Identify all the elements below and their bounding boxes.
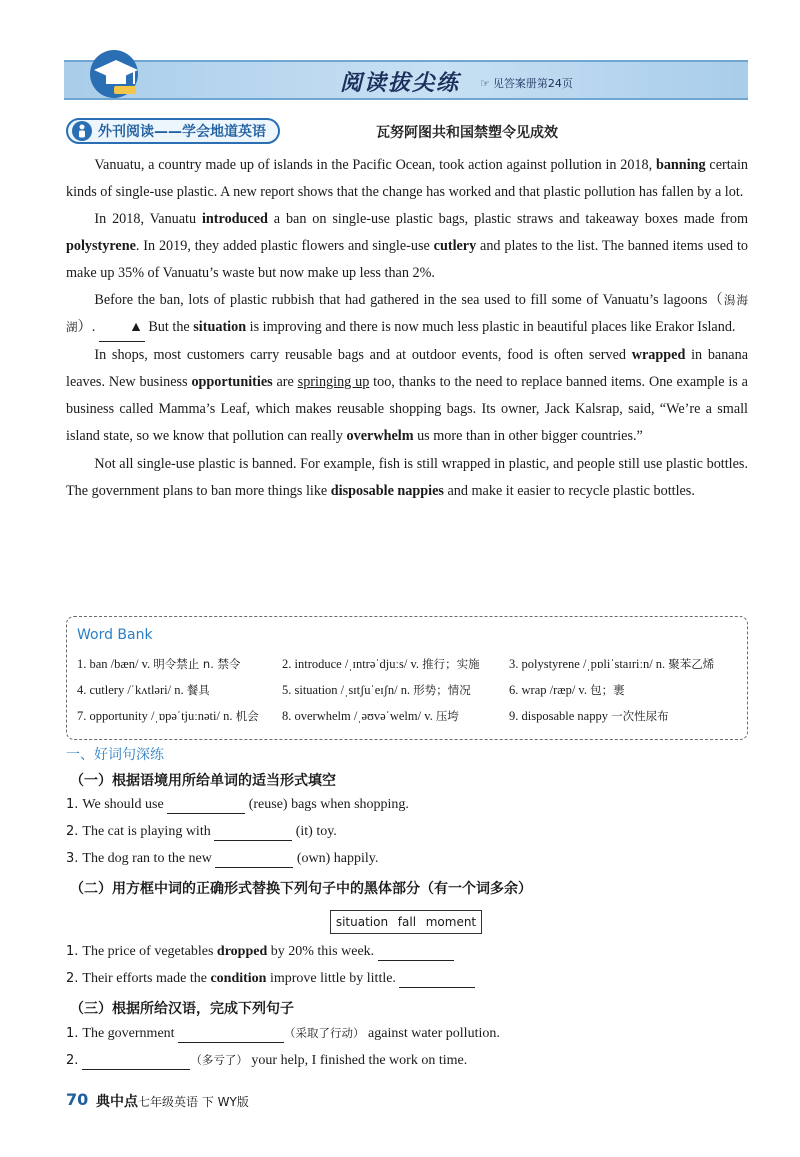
keyword: opportunities <box>191 374 273 390</box>
question: 1. We should use (reuse) bags when shopping. <box>66 797 409 812</box>
answer-blank[interactable] <box>82 1053 190 1070</box>
answer-blank[interactable] <box>399 971 475 988</box>
word-bank-item: 7. opportunity /ˌɒpəˈtjuːnəti/ n. 机会 <box>77 709 259 723</box>
section-label-text: 外刊阅读——学会地道英语 <box>98 124 266 140</box>
word-box <box>330 910 482 934</box>
triangle-marker-icon: ▲ <box>128 319 144 335</box>
paragraph-3: Before the ban, lots of plastic rubbish that had gathered in the sea used to fill some of Vanuatu’s lagoons（潟海湖）. ▲ But the situation is improving and there is now much less plastic in beautiful places like Erakor Island. <box>66 287 748 342</box>
answer-ref-text: 见答案册第24页 <box>492 77 573 90</box>
word-bank-item: 9. disposable nappy 一次性尿布 <box>509 709 669 723</box>
question: 1. The government （采取了行动） against water pollution. <box>66 1026 500 1041</box>
brand-logo: 典中点 <box>96 1094 138 1110</box>
question: 3. The dog ran to the new (own) happily. <box>66 851 379 866</box>
question: 2. The cat is playing with (it) toy. <box>66 824 337 839</box>
box-word: fall <box>397 915 417 929</box>
word-bank-item: 4. cutlery /ˈkʌtləri/ n. 餐具 <box>77 683 210 697</box>
keyword: situation <box>193 319 247 335</box>
paragraph-5: Not all single-use plastic is banned. For example, fish is still wrapped in plastic, and people still use plastic bottles. The government plans to ban more things like disposable nappies and make it easier to recycle plastic bottles. <box>66 456 748 499</box>
keyword: banning <box>655 157 706 173</box>
graduation-cap-icon <box>86 48 146 100</box>
question: 1. The price of vegetables dropped by 20% this week. <box>66 944 454 961</box>
word-bank-grid <box>77 655 741 725</box>
banner-title: 阅读拔尖练 <box>340 71 461 96</box>
part1-heading: （一）根据语境用所给单词的适当形式填空 <box>70 773 336 789</box>
answer-blank[interactable] <box>167 797 245 814</box>
question: 2. Their efforts made the condition improve little by little. <box>66 971 475 988</box>
article-body <box>66 152 748 505</box>
answer-blank[interactable] <box>99 314 145 342</box>
paragraph-1: Vanuatu, a country made up of islands in the Pacific Ocean, took action against pollution in 2018, banning certain kinds of single-use plastic. A new report shows that the change has worked and that plastic pollution has fallen by a lot. <box>66 157 748 200</box>
answer-blank[interactable] <box>214 824 292 841</box>
word-bank-item: 6. wrap /ræp/ v. 包；裹 <box>509 683 625 697</box>
paragraph-4: In shops, most customers carry reusable bags and at outdoor events, food is often served wrapped in banana leaves. New business opportunities are springing up too, thanks to the need to replace banned items. One example is a business called Mamma’s Leaf, which makes reusable shopping bags. Its owner, Jack Kalsrap, said, “We’re a small island state, so we know that pollution can really overwhelm us more than in other bigger countries.” <box>66 347 748 444</box>
keyword: disposable nappies <box>330 483 444 499</box>
page-number: 70 <box>66 1090 89 1109</box>
box-word: moment <box>425 915 477 929</box>
answer-blank[interactable] <box>215 851 293 868</box>
article-title: 瓦努阿图共和国禁塑令见成效 <box>376 125 558 141</box>
keyword: cutlery <box>433 238 477 254</box>
paragraph-2: In 2018, Vanuatu introduced a ban on single-use plastic bags, plastic straws and takeaway boxes made from polystyrene. In 2019, they added plastic flowers and single-use cutlery and plates to the list. The banned items used to make up 35% of Vanuatu’s waste but now make up less than 2%. <box>66 211 749 281</box>
word-bank-title: Word Bank <box>77 627 153 643</box>
part3-heading: （三）根据所给汉语，完成下列句子 <box>70 1001 294 1017</box>
hand-pointer-icon: ☞ <box>480 76 490 90</box>
keyword: wrapped <box>631 347 686 363</box>
answer-blank[interactable] <box>178 1026 284 1043</box>
box-word: situation <box>335 915 389 929</box>
underlined-phrase: springing up <box>297 374 370 390</box>
keyword: overwhelm <box>346 428 414 444</box>
word-bank-item: 8. overwhelm /ˌəʊvəˈwelm/ v. 压垮 <box>282 709 459 723</box>
word-bank-item: 2. introduce /ˌɪntrəˈdjuːs/ v. 推行；实施 <box>282 657 480 671</box>
question: 2. （多亏了） your help, I finished the work on time. <box>66 1053 468 1068</box>
keyword: polystyrene <box>66 238 136 254</box>
answer-reference <box>480 75 573 91</box>
keyword: introduced <box>201 211 268 227</box>
exercises-heading: 一、好词句深练 <box>66 747 164 763</box>
word-bank <box>66 616 748 740</box>
book-title: 七年级英语 下 WY版 <box>138 1095 249 1109</box>
word-bank-item: 3. polystyrene /ˌpɒliˈstaɪriːn/ n. 聚苯乙烯 <box>509 657 715 671</box>
section-label <box>66 118 280 144</box>
answer-blank[interactable] <box>378 944 454 961</box>
reading-person-icon <box>72 121 92 141</box>
word-bank-item: 1. ban /bæn/ v. 明令禁止 n. 禁令 <box>77 657 241 671</box>
word-bank-item: 5. situation /ˌsɪtʃuˈeɪʃn/ n. 形势；情况 <box>282 683 471 697</box>
part2-heading: （二）用方框中词的正确形式替换下列句子中的黑体部分（有一个词多余） <box>70 881 532 897</box>
